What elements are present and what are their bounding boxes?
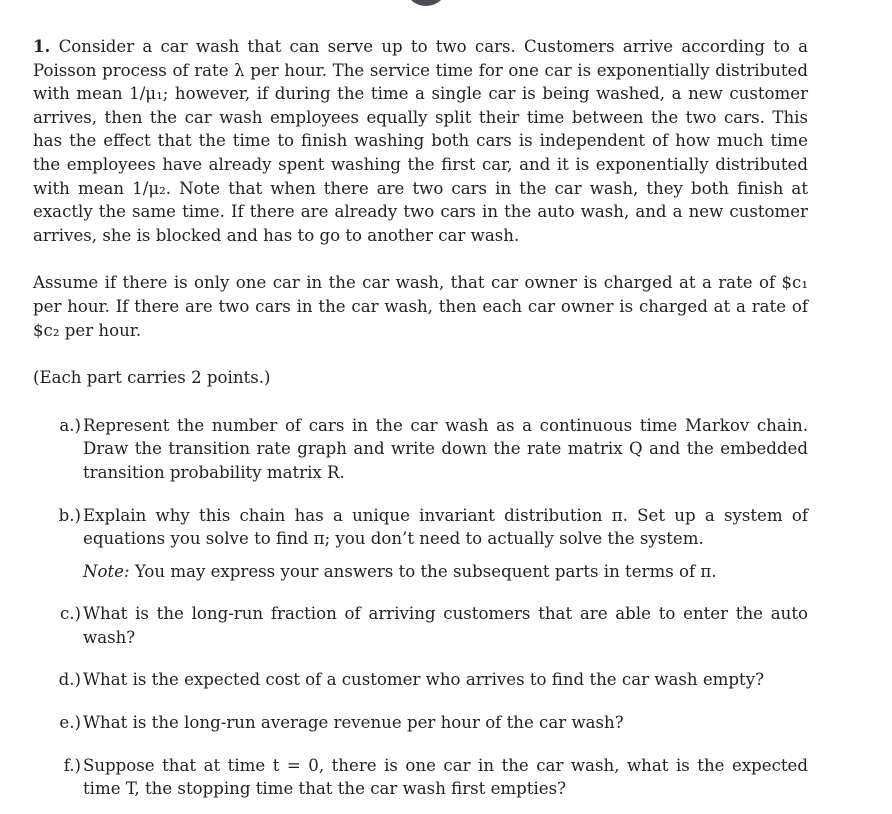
part-label: a.) [59,415,81,435]
problem-number: 1. [33,36,51,56]
part-b [33,504,808,584]
part-e [33,711,808,735]
part-text: What is the long-run average revenue per hour of the car wash? [83,713,624,733]
part-text: What is the long-run fraction of arriving customers that are able to enter the auto wash? [83,604,808,647]
note-text: You may express your answers to the subsequent parts in terms of π. [134,561,717,581]
part-label: d.) [58,670,81,690]
part-note [83,560,808,584]
part-text: Suppose that at time t = 0, there is one car in the car wash, what is the expected time T, the stopping time that the car wash first empties? [83,755,808,799]
charges-paragraph: Assume if there is only one car in the car wash, that car owner is charged at a rate of $c₁ per hour. If there are two cars in the car wash, then each car owner is charged at a rate of $c₂ per hour. [33,273,808,340]
part-c [33,602,808,649]
part-a [33,414,808,485]
part-body [83,504,808,584]
part-text: What is the expected cost of a customer who arrives to find the car wash empty? [83,670,764,690]
problem-document [33,35,808,801]
note-label: Note: [83,561,130,581]
part-f [33,754,808,801]
parts-list [33,414,808,801]
part-label: e.) [59,713,81,733]
part-text: Represent the number of cars in the car wash as a continuous time Markov chain. Draw the transition rate graph and write down the rate matrix Q and the embedded transition probability matrix R. [83,415,808,482]
part-text: Explain why this chain has a unique invariant distribution π. Set up a system of equations you solve to find π; you don’t need to actually solve the system. [83,505,808,549]
part-label: b.) [58,505,81,525]
problem-intro-paragraph [33,35,808,247]
points-note: (Each part carries 2 points.) [33,368,271,388]
top-circle-mark [404,0,448,6]
part-d [33,668,808,692]
part-label: c.) [59,604,81,624]
part-label: f.) [63,755,81,775]
problem-intro-text: Consider a car wash that can serve up to two cars. Customers arrive according to a Poisson process of rate λ per hour. The service time for one car is exponentially distributed with mean 1/μ₁; however, if during the time a single car is being washed, a new customer arrives, then the car wash employees equally split their time between the two cars. This has the effect that the time to finish washing both cars is independent of how much time the employees have already spent washing the first car, and it is exponentially distributed with mean 1/μ₂. Note that when there are two cars in the car wash, they both finish at exactly the same time. If there are already two cars in the auto wash, and a new customer arrives, she is blocked and has to go to another car wash. [33,37,808,245]
